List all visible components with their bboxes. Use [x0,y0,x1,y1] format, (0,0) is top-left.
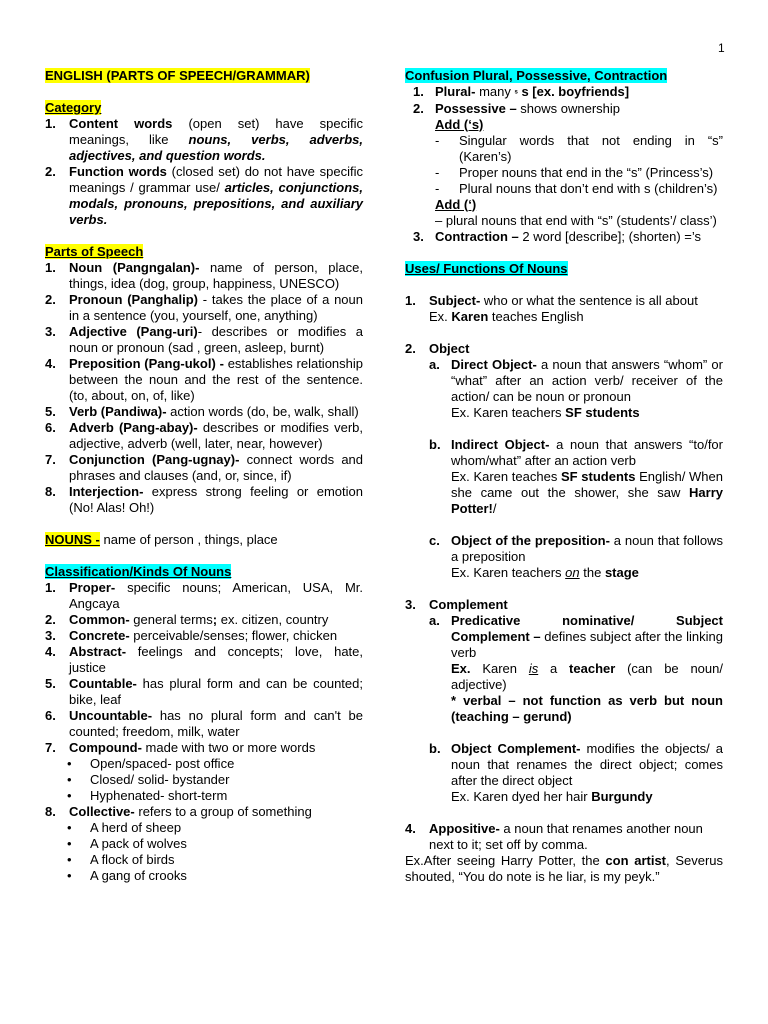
list-item: 6. Uncountable- has no plural form and can't be counted; freedom, milk, water [45,708,363,739]
right-column [405,68,723,885]
bullet-item: • A flock of birds [45,852,363,868]
list-item: 2. Function words (closed set) do not have specific meanings / grammar use/ articles, conjunctions, modals, pronouns, prepositions, and auxiliary verbs. [45,164,363,227]
category-list [45,116,363,228]
list-item: 1. Content words (open set) have specific meanings, like nouns, verbs, adverbs, adjectives, and question words. [45,116,364,163]
list-item: 1. Plural- many s s [ex. boyfriends] [413,84,630,99]
uses-heading: Uses/ Functions Of Nouns [405,260,568,276]
add-apostrophe-text: – plural nouns that end with “s” (students’/ class’) [435,212,717,228]
list-item: 7. Conjunction (Pang-ugnay)- connect words and phrases and clauses (and, or, since, if) [45,452,364,483]
list-item: 1. Proper- specific nouns; American, USA, Mr. Angcaya [45,580,363,611]
add-s-list [435,133,723,197]
kinds-heading: Classification/Kinds Of Nouns [45,564,232,579]
example: Ex. Karen teaches SF students English/ When she came out the shower, she saw Harry Potter!/ [451,468,723,516]
sub-item: b. Indirect Object- a noun that answers “to/for whom/what” after an action verb Ex. Karen teaches SF students English/ When she came out the shower, she saw Harry Potter!/ [429,436,723,516]
list-item: 2. Possessive – shows ownership Add (‘s) - Singular words that not ending in “s” (Karen’s) - Proper nouns that end in the “s” (Princess’s) - Plural nouns that don’t end with s (children’s) Add (‘) [405,101,723,213]
collective-examples [45,820,363,884]
compound-examples [45,756,363,804]
sub-item: a. Predicative nominative/ Subject Complement – defines subject after the linking verb Ex. Karen is a teacher (can be noun/ adjective) * verbal – not function as verb but noun (teaching – gerund) [429,612,723,724]
example: Ex. Karen is a teacher (can be noun/ adjective) [451,660,723,692]
bullet-item: • Closed/ solid- bystander [45,772,363,788]
list-item: 4. Abstract- feelings and concepts; love, hate, justice [45,644,363,675]
list-item: 3. Contraction – 2 word [describe]; (shorten) =’s [413,228,701,244]
list-item: 1. Subject- who or what the sentence is all about Ex. Karen teaches English [405,293,723,341]
list-item: - Plural nouns that don’t end with s (children’s) [435,181,723,197]
parts-heading: Parts of Speech [45,244,144,259]
bullet-item: • A herd of sheep [45,820,363,836]
example: Ex. Karen teachers on the stage [451,564,639,580]
list-item: 2. Object a. Direct Object- a noun that answers “whom” or “what” after an action verb/ receiver of the action/ can be noun or pronoun Ex. Karen teachers SF students b. Indirect Object- a noun that answers “to/for whom/what” after an action verb Ex. Karen teaches SF students English/ When she came out the shower, she saw Harry Potter!/ c. Object of the preposition- a noun that follows a preposition Ex. Karen teachers on the stage [405,340,723,580]
list-item: 3. Concrete- perceivable/senses; flower, chicken [45,628,338,643]
bullet-item: • Hyphenated- short-term [45,788,363,804]
example: Ex. Karen teaches English [429,308,584,324]
sub-item: a. Direct Object- a noun that answers “whom” or “what” after an action verb/ receiver of the action/ can be noun or pronoun Ex. Karen teachers SF students [429,356,723,420]
confusion-list [405,84,723,213]
list-item: 8. Collective- refers to a group of something [45,804,312,819]
add-apostrophe-label: Add (‘) [435,196,477,212]
category-heading: Category [45,100,102,115]
left-column [45,68,363,884]
list-item: 3. Complement a. Predicative nominative/ Subject Complement – defines subject after the linking verb Ex. Karen is a teacher (can be noun/ adjective) * verbal – not function as verb but noun (teaching – gerund) b. Object Complement- modifies the objects/ a noun that renames the direct object; comes after the direct object Ex. Karen dyed her hair Burgundy [405,596,723,804]
sub-item: c. Object of the preposition- a noun that follows a preposition Ex. Karen teachers on the stage [429,532,723,580]
example: Ex. Karen dyed her hair Burgundy [451,788,653,804]
confusion-heading: Confusion Plural, Possessive, Contraction [405,68,668,83]
list-item: - Singular words that not ending in “s” (Karen’s) [435,133,723,165]
uses-list [405,293,723,853]
list-item: 3. Adjective (Pang-uri)- describes or modifies a noun or pronoun (sad , green, asleep, burnt) [45,324,363,355]
bullet-item: • Open/spaced- post office [45,756,363,772]
sub-item: b. Object Complement- modifies the objects/ a noun that renames the direct object; comes after the direct object Ex. Karen dyed her hair Burgundy [429,740,723,804]
list-item: 8. Interjection- express strong feeling or emotion (No! Alas! Oh!) [45,484,363,515]
appositive-example: Ex.After seeing Harry Potter, the con artist, Severus shouted, “You do note is he liar, is my peyk.” [405,852,724,884]
list-item: - Proper nouns that end in the “s” (Princess’s) [435,165,723,181]
kinds-of-nouns-list [45,580,363,756]
list-item: 2. Pronoun (Panghalip) - takes the place of a noun in a sentence (you, yourself, one, anything) [45,292,364,323]
list-item: 4. Appositive- a noun that renames another noun next to it; set off by comma. [405,820,703,852]
list-item: 1. Noun (Pangngalan)- name of person, place, things, idea (dog, group, happiness, UNESCO) [45,260,363,291]
bullet-item: • A pack of wolves [45,836,363,852]
list-item: 6. Adverb (Pang-abay)- describes or modifies verb, adjective, adverb (well, later, near, however) [45,420,363,451]
page-number: 1 [718,41,725,55]
list-item: 5. Countable- has plural form and can be counted; bike, leaf [45,676,363,707]
note: * verbal – not function as verb but noun (teaching – gerund) [451,692,723,724]
example: Ex. Karen teachers SF students [451,404,640,420]
add-s-label: Add (‘s) [435,116,484,132]
kinds-of-nouns-list-cont [45,804,363,820]
list-item: 2. Common- general terms; ex. citizen, country [45,612,329,627]
nouns-definition: NOUNS - name of person , things, place [45,532,278,547]
confusion-list-cont [405,229,723,245]
list-item: 7. Compound- made with two or more words [45,740,316,755]
list-item: 4. Preposition (Pang-ukol) - establishes relationship between the noun and the rest of the sentence. (to, about, on, of, like) [45,356,363,403]
bullet-item: • A gang of crooks [45,868,363,884]
list-item: 5. Verb (Pandiwa)- action words (do, be, walk, shall) [45,404,359,419]
parts-of-speech-list [45,260,363,516]
document-title: ENGLISH (PARTS OF SPEECH/GRAMMAR) [45,68,310,83]
